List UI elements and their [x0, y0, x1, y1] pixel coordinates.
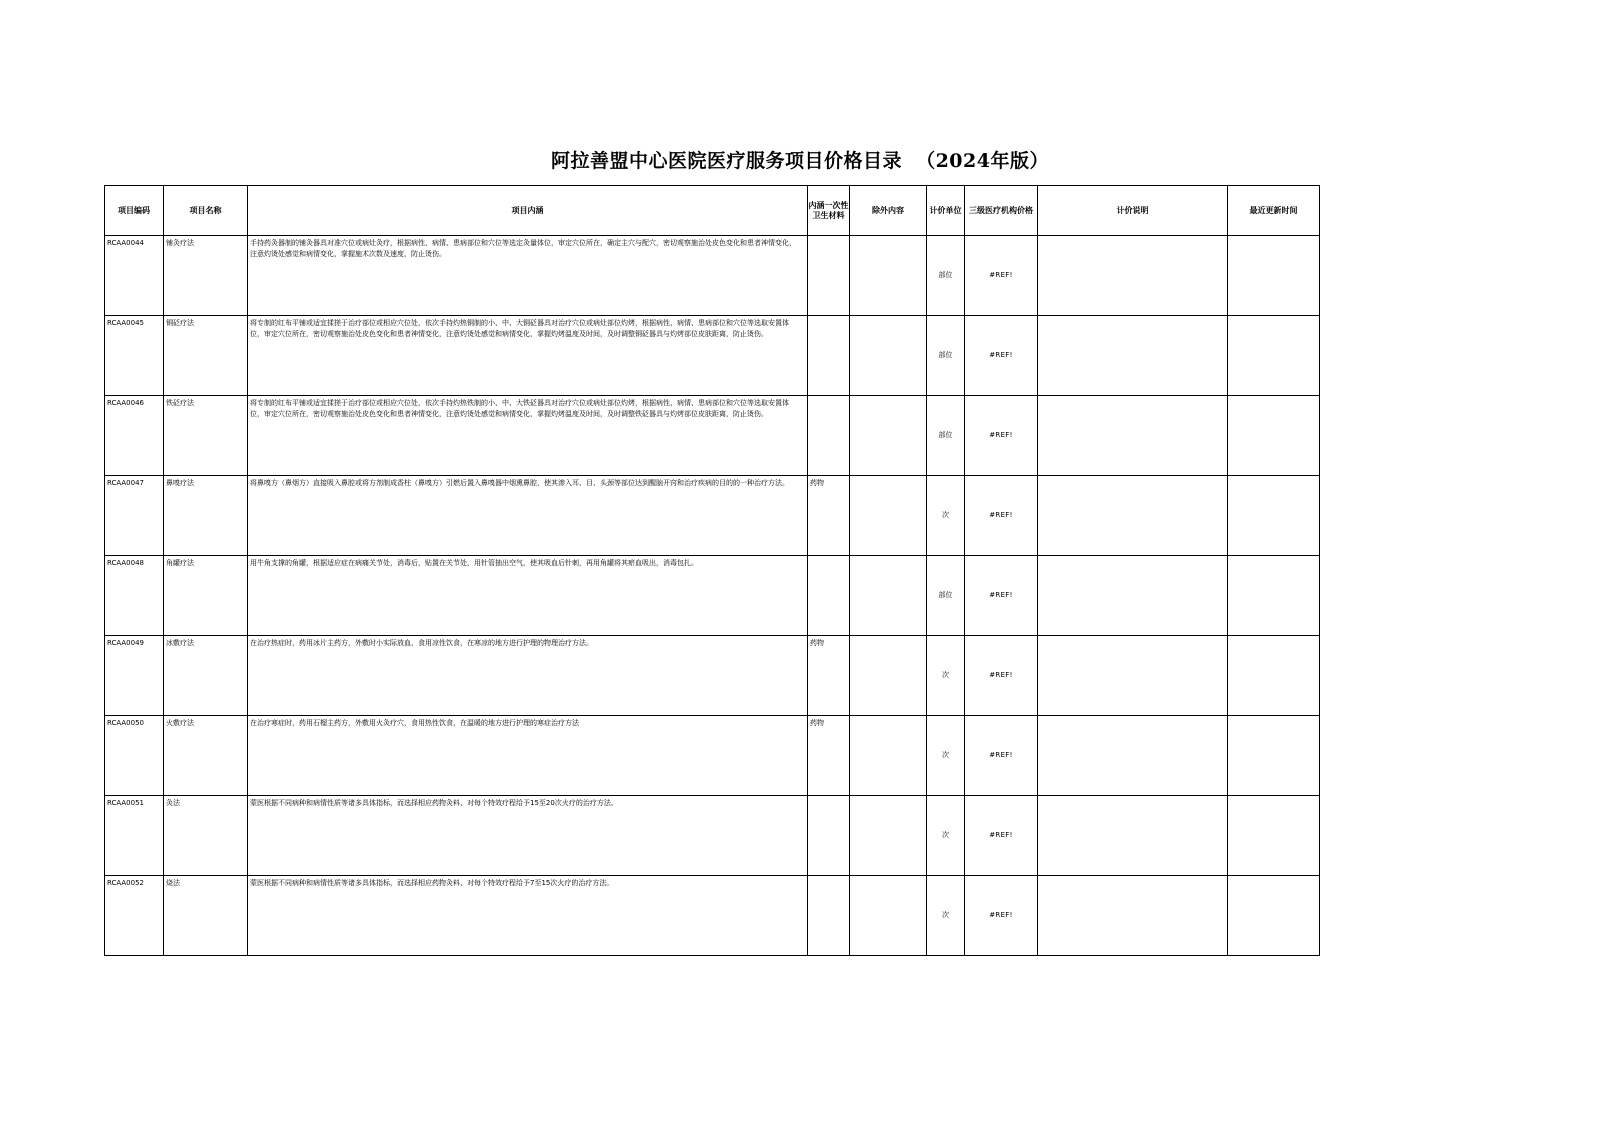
cell-consumables [808, 876, 850, 956]
header-price: 三级医疗机构价格 [965, 186, 1038, 236]
cell-excluded [850, 716, 927, 796]
cell-excluded [850, 556, 927, 636]
cell-notes [1038, 396, 1228, 476]
cell-price: #REF! [965, 716, 1038, 796]
cell-name: 冰敷疗法 [164, 636, 248, 716]
cell-unit: 部位 [927, 236, 965, 316]
cell-updated [1228, 396, 1320, 476]
page-title [0, 146, 1600, 173]
cell-notes [1038, 876, 1228, 956]
cell-code: RCAA0045 [105, 316, 164, 396]
table-row [105, 316, 1320, 396]
table-row [105, 876, 1320, 956]
cell-unit: 部位 [927, 316, 965, 396]
header-content: 项目内涵 [248, 186, 808, 236]
cell-price: #REF! [965, 556, 1038, 636]
cell-content: 手持药灸器制的铺灸器具对准穴位或病灶灸疗，根据病性、病情、患病部位和穴位等选定灸量体位，审定穴位所在，确定主穴与配穴，密切观察施治处皮色变化和患者神情变化，注意灼烫处感觉和病情变化，掌握施术次数及速度，防止烫伤。 [248, 236, 808, 316]
cell-price: #REF! [965, 636, 1038, 716]
cell-code: RCAA0046 [105, 396, 164, 476]
cell-notes [1038, 236, 1228, 316]
cell-updated [1228, 476, 1320, 556]
cell-name: 铁砭疗法 [164, 396, 248, 476]
header-unit: 计价单位 [927, 186, 965, 236]
cell-notes [1038, 636, 1228, 716]
document-title: 阿拉善盟中心医院医疗服务项目价格目录 [551, 150, 903, 172]
cell-updated [1228, 556, 1320, 636]
cell-name: 角罐疗法 [164, 556, 248, 636]
cell-code: RCAA0050 [105, 716, 164, 796]
cell-content: 将鼻嗅方（鼻烟方）直接吸入鼻腔或将方剂制成香柱（鼻嗅方）引燃后置入鼻嗅器中烟熏鼻腔，使其渗入耳、目、头颈等部位达到醒脑开窍和治疗疾病的目的的一种治疗方法。 [248, 476, 808, 556]
cell-consumables: 药物 [808, 476, 850, 556]
cell-code: RCAA0049 [105, 636, 164, 716]
header-excluded: 除外内容 [850, 186, 927, 236]
table-row [105, 556, 1320, 636]
document-edition: （2024年版） [916, 150, 1049, 172]
cell-consumables [808, 316, 850, 396]
cell-updated [1228, 876, 1320, 956]
table-header-row [105, 186, 1320, 236]
cell-name: 铺灸疗法 [164, 236, 248, 316]
cell-excluded [850, 636, 927, 716]
cell-name: 烧法 [164, 876, 248, 956]
cell-unit: 次 [927, 636, 965, 716]
cell-unit: 次 [927, 796, 965, 876]
cell-content: 在治疗寒症时，药用石榴主药方，外敷用火灸疗穴，食用热性饮食，在温暖的地方进行护理的寒症治疗方法 [248, 716, 808, 796]
cell-code: RCAA0044 [105, 236, 164, 316]
cell-price: #REF! [965, 236, 1038, 316]
cell-excluded [850, 796, 927, 876]
cell-unit: 次 [927, 716, 965, 796]
cell-price: #REF! [965, 476, 1038, 556]
cell-notes [1038, 476, 1228, 556]
cell-unit: 部位 [927, 556, 965, 636]
header-updated: 最近更新时间 [1228, 186, 1320, 236]
cell-content: 用牛角支撑的角罐，根据适应症在病痛关节处，消毒后，贴置在关节处，用针管抽出空气，使其吸血后针刺，再用角罐将其瘀血吸出，消毒包扎。 [248, 556, 808, 636]
cell-notes [1038, 716, 1228, 796]
cell-name: 铜砭疗法 [164, 316, 248, 396]
cell-content: 蒙医根据不同病种和病情性质等诸多具体指标，而选择相应药物灸料，对每个特效疗程给予15至20次火疗的治疗方法。 [248, 796, 808, 876]
cell-consumables [808, 396, 850, 476]
cell-excluded [850, 396, 927, 476]
cell-content: 蒙医根据不同病种和病情性质等诸多具体指标，而选择相应药物灸料，对每个特效疗程给予7至15次火疗的治疗方法。 [248, 876, 808, 956]
cell-consumables [808, 796, 850, 876]
table-row [105, 396, 1320, 476]
cell-content: 将专制的红布平铺或适宜揉搓于治疗部位或相应穴位处，依次手持灼热铜制的小、中、大铜砭器具对治疗穴位或病灶部位灼烤，根据病性、病情、患病部位和穴位等选取安置体位，审定穴位所在，密切观察施治处皮色变化和患者神情变化，注意灼烫处感觉和病情变化，掌握灼烤温度及时间，及时调整铜砭器具与灼烤部位皮肤距离，防止烫伤。 [248, 316, 808, 396]
cell-updated [1228, 636, 1320, 716]
cell-name: 鼻嗅疗法 [164, 476, 248, 556]
header-notes: 计价说明 [1038, 186, 1228, 236]
table-row [105, 716, 1320, 796]
cell-price: #REF! [965, 876, 1038, 956]
cell-excluded [850, 876, 927, 956]
cell-code: RCAA0048 [105, 556, 164, 636]
cell-unit: 次 [927, 476, 965, 556]
table-row [105, 796, 1320, 876]
cell-code: RCAA0047 [105, 476, 164, 556]
cell-consumables: 药物 [808, 716, 850, 796]
cell-unit: 次 [927, 876, 965, 956]
cell-unit: 部位 [927, 396, 965, 476]
price-table [104, 185, 1320, 956]
cell-name: 火敷疗法 [164, 716, 248, 796]
cell-name: 灸法 [164, 796, 248, 876]
cell-notes [1038, 316, 1228, 396]
cell-notes [1038, 556, 1228, 636]
cell-consumables [808, 236, 850, 316]
cell-consumables [808, 556, 850, 636]
cell-consumables: 药物 [808, 636, 850, 716]
cell-updated [1228, 236, 1320, 316]
cell-excluded [850, 316, 927, 396]
header-consumables: 内涵一次性卫生材料 [808, 186, 850, 236]
table-row [105, 236, 1320, 316]
cell-excluded [850, 236, 927, 316]
table-row [105, 636, 1320, 716]
cell-updated [1228, 796, 1320, 876]
cell-updated [1228, 716, 1320, 796]
cell-notes [1038, 796, 1228, 876]
cell-code: RCAA0052 [105, 876, 164, 956]
cell-price: #REF! [965, 316, 1038, 396]
cell-updated [1228, 316, 1320, 396]
cell-price: #REF! [965, 396, 1038, 476]
cell-content: 在治疗热症时，药用冰片主药方，外敷时小实际放血，食用凉性饮食，在寒凉的地方进行护理的物理治疗方法。 [248, 636, 808, 716]
cell-price: #REF! [965, 796, 1038, 876]
header-code: 项目编码 [105, 186, 164, 236]
cell-excluded [850, 476, 927, 556]
table-row [105, 476, 1320, 556]
cell-code: RCAA0051 [105, 796, 164, 876]
header-name: 项目名称 [164, 186, 248, 236]
cell-content: 将专制的红布平铺或适宜揉搓于治疗部位或相应穴位处，依次手持灼热铁制的小、中、大铁砭器具对治疗穴位或病灶部位灼烤，根据病性、病情、患病部位和穴位等选取安置体位，审定穴位所在，密切观察施治处皮色变化和患者神情变化，注意灼烫处感觉和病情变化，掌握灼烤温度及时间，及时调整铁砭器具与灼烤部位皮肤距离，防止烫伤。 [248, 396, 808, 476]
